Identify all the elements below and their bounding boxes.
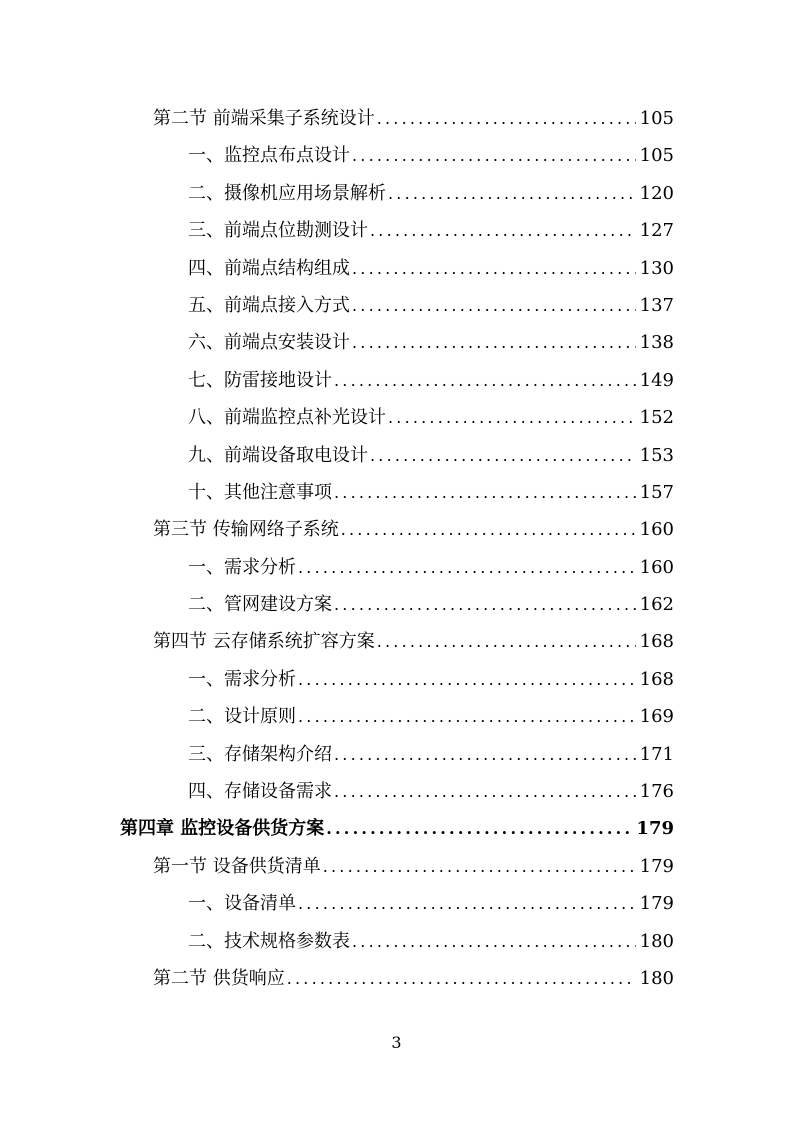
toc-entry[interactable] [120,549,674,586]
toc-entry[interactable] [120,923,674,960]
toc-entry-label: 第一节 设备供货清单 [153,855,321,877]
toc-entry-page: 179 [639,893,674,915]
toc-entry-label: 第四节 云存储系统扩容方案 [153,631,375,653]
toc-entry[interactable] [120,175,674,212]
toc-entry-label: 四、存储设备需求 [188,781,332,803]
toc-entry-page: 105 [639,145,674,167]
dot-leader [334,362,636,399]
toc-entry-page: 162 [639,594,674,616]
toc-entry-page: 130 [639,257,674,279]
toc-entry-label: 三、存储架构介绍 [188,743,332,765]
dot-leader [298,661,636,698]
table-of-contents [120,100,674,997]
toc-entry-label: 第三节 传输网络子系统 [153,519,339,541]
toc-entry[interactable] [120,848,674,885]
toc-entry-page: 120 [639,182,674,204]
toc-entry[interactable] [120,250,674,287]
toc-entry-label: 第二节 前端采集子系统设计 [153,108,375,129]
toc-entry-label: 九、前端设备取电设计 [188,444,368,466]
dot-leader [388,175,636,212]
toc-entry[interactable] [120,885,674,922]
toc-entry-label: 一、需求分析 [188,556,296,578]
toc-entry-page: 127 [639,220,674,242]
toc-entry-page: 176 [639,781,674,803]
toc-entry[interactable] [120,810,674,847]
dot-leader [377,623,636,660]
toc-entry-page: 160 [639,556,674,578]
dot-leader [370,437,636,474]
toc-entry-page: 168 [639,631,674,653]
toc-entry-label: 二、设计原则 [188,706,296,728]
dot-leader [352,250,636,287]
toc-entry-label: 五、前端点接入方式 [188,294,350,316]
dot-leader [352,287,636,324]
toc-entry-page: 157 [639,481,674,503]
toc-entry[interactable] [120,736,674,773]
toc-entry-label: 七、防雷接地设计 [188,369,332,391]
toc-entry-page: 105 [639,108,674,129]
toc-entry[interactable] [120,212,674,249]
toc-entry-page: 179 [639,855,674,877]
toc-entry-label: 第二节 供货响应 [153,967,285,989]
toc-entry[interactable] [120,362,674,399]
toc-entry-label: 六、前端点安装设计 [188,332,350,354]
toc-entry[interactable] [120,698,674,735]
toc-entry-label: 一、设备清单 [188,893,296,915]
dot-leader [334,474,636,511]
toc-entry[interactable] [120,586,674,623]
toc-entry[interactable] [120,324,674,361]
toc-entry-page: 171 [639,743,674,765]
toc-entry[interactable] [120,511,674,548]
dot-leader [352,137,636,174]
dot-leader [370,212,636,249]
toc-entry[interactable] [120,287,674,324]
toc-entry-label: 一、需求分析 [188,668,296,690]
toc-entry-label: 十、其他注意事项 [188,481,332,503]
dot-leader [323,848,636,885]
toc-entry-label: 二、技术规格参数表 [188,930,350,952]
toc-entry-page: 152 [639,407,674,429]
toc-entry[interactable] [120,623,674,660]
dot-leader [287,960,636,997]
dot-leader [334,736,636,773]
page-number: 3 [391,1033,402,1052]
toc-entry-page: 138 [639,332,674,354]
toc-entry[interactable] [120,137,674,174]
toc-entry-page: 169 [639,706,674,728]
toc-entry[interactable] [120,437,674,474]
toc-entry-page: 160 [639,519,674,541]
toc-entry[interactable] [120,773,674,810]
toc-entry[interactable] [120,399,674,436]
dot-leader [334,586,636,623]
dot-leader [298,698,636,735]
toc-entry[interactable] [120,960,674,997]
toc-entry-page: 153 [639,444,674,466]
toc-entry-page: 168 [639,668,674,690]
toc-entry-label: 二、摄像机应用场景解析 [188,182,386,204]
dot-leader [334,773,636,810]
toc-entry-page: 137 [639,294,674,316]
dot-leader [326,810,632,847]
dot-leader [377,100,636,137]
toc-entry[interactable] [120,100,674,137]
toc-entry-page: 179 [636,818,674,840]
toc-entry-label: 二、管网建设方案 [188,594,332,616]
toc-entry-label: 八、前端监控点补光设计 [188,407,386,429]
dot-leader [352,324,636,361]
toc-entry-label: 三、前端点位勘测设计 [188,220,368,242]
toc-entry-label: 一、监控点布点设计 [188,145,350,167]
dot-leader [298,549,636,586]
toc-entry-label: 四、前端点结构组成 [188,257,350,279]
toc-entry-page: 180 [639,967,674,989]
dot-leader [388,399,636,436]
toc-entry-page: 149 [639,369,674,391]
toc-entry[interactable] [120,474,674,511]
toc-entry[interactable] [120,661,674,698]
dot-leader [352,923,636,960]
dot-leader [341,511,636,548]
toc-entry-label: 第四章 监控设备供货方案 [120,818,325,840]
toc-entry-page: 180 [639,930,674,952]
dot-leader [298,885,636,922]
